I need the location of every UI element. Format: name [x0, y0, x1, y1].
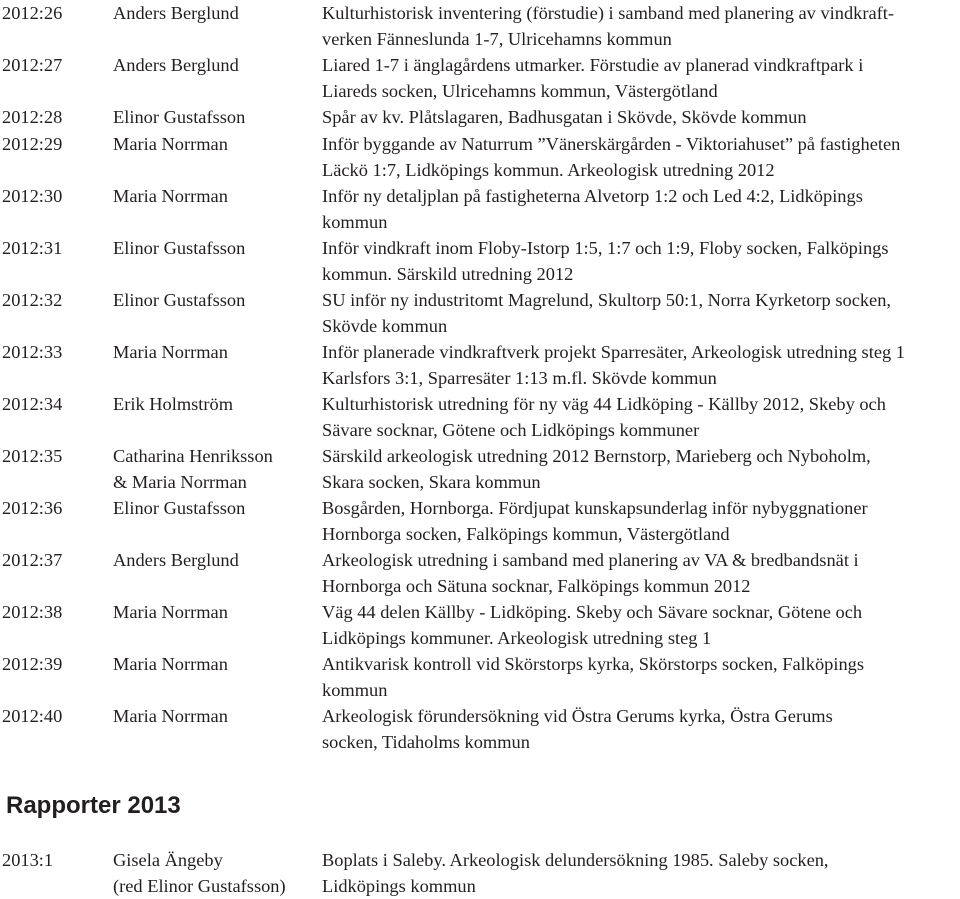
report-entry	[0, 495, 960, 547]
report-entry	[0, 547, 960, 599]
report-author	[113, 599, 322, 651]
report-title	[322, 287, 960, 339]
title-line: SU inför ny industritomt Magrelund, Skultorp 50:1, Norra Kyrketorp socken,	[322, 290, 892, 310]
report-number: 2012:28	[2, 107, 63, 127]
report-title	[322, 391, 960, 443]
title-line: Boplats i Saleby. Arkeologisk delundersökning 1985. Saleby socken,	[322, 850, 829, 870]
report-entry	[0, 0, 960, 52]
author-line: Erik Holmström	[113, 394, 234, 414]
title-line: Skara socken, Skara kommun	[322, 472, 541, 492]
report-author	[113, 52, 322, 104]
report-number: 2013:1	[2, 850, 54, 870]
report-author	[113, 547, 322, 599]
title-line: Liared 1-7 i änglagårdens utmarker. Förstudie av planerad vindkraftpark i	[322, 55, 864, 75]
title-line: Lidköpings kommuner. Arkeologisk utredning steg 1	[322, 628, 712, 648]
author-line: Maria Norrman	[113, 186, 228, 206]
report-author	[113, 0, 322, 52]
report-entry	[0, 339, 960, 391]
report-author	[113, 235, 322, 287]
title-line: Inför vindkraft inom Floby-Istorp 1:5, 1:7 och 1:9, Floby socken, Falköpings	[322, 238, 889, 258]
report-number: 2012:29	[2, 134, 63, 154]
author-line: Maria Norrman	[113, 602, 228, 622]
report-author	[113, 703, 322, 755]
title-line: Hornborga socken, Falköpings kommun, Västergötland	[322, 524, 730, 544]
report-entry	[0, 104, 960, 130]
report-author	[113, 339, 322, 391]
report-entry	[0, 131, 960, 183]
section-heading: Rapporter 2013	[6, 792, 181, 819]
report-author	[113, 391, 322, 443]
author-line: Anders Berglund	[113, 55, 239, 75]
report-title	[322, 131, 960, 183]
report-number: 2012:31	[2, 238, 63, 258]
author-line: Elinor Gustafsson	[113, 498, 246, 518]
report-entry	[0, 847, 960, 899]
report-title	[322, 339, 960, 391]
title-line: Inför byggande av Naturrum ”Vänerskärgården - Viktoriahuset” på fastigheten	[322, 134, 901, 154]
title-line: Spår av kv. Plåtslagaren, Badhusgatan i Skövde, Skövde kommun	[322, 107, 807, 127]
title-line: Hornborga och Sätuna socknar, Falköpings kommun 2012	[322, 576, 751, 596]
report-title	[322, 104, 960, 130]
report-entry	[0, 391, 960, 443]
title-line: Inför planerade vindkraftverk projekt Sparresäter, Arkeologisk utredning steg 1	[322, 342, 905, 362]
title-line: Antikvarisk kontroll vid Skörstorps kyrka, Skörstorps socken, Falköpings	[322, 654, 864, 674]
author-line: Elinor Gustafsson	[113, 238, 246, 258]
author-line: Elinor Gustafsson	[113, 290, 246, 310]
report-number: 2012:40	[2, 706, 63, 726]
title-line: Sävare socknar, Götene och Lidköpings kommuner	[322, 420, 700, 440]
report-number: 2012:38	[2, 602, 63, 622]
report-entry	[0, 52, 960, 104]
report-title	[322, 0, 960, 52]
author-line: (red Elinor Gustafsson)	[113, 876, 286, 896]
title-line: Arkeologisk utredning i samband med planering av VA & bredbandsnät i	[322, 550, 859, 570]
title-line: kommun	[322, 680, 388, 700]
report-entry	[0, 287, 960, 339]
report-number: 2012:30	[2, 186, 63, 206]
report-list-2013	[0, 847, 960, 899]
report-title	[322, 495, 960, 547]
title-line: kommun	[322, 212, 388, 232]
title-line: Läckö 1:7, Lidköpings kommun. Arkeologisk utredning 2012	[322, 160, 775, 180]
report-title	[322, 547, 960, 599]
author-line: Gisela Ängeby	[113, 850, 223, 870]
report-title	[322, 52, 960, 104]
report-entry	[0, 599, 960, 651]
author-line: Anders Berglund	[113, 550, 239, 570]
report-entry	[0, 651, 960, 703]
report-entry	[0, 183, 960, 235]
report-number: 2012:26	[2, 3, 63, 23]
report-number: 2012:36	[2, 498, 63, 518]
author-line: Maria Norrman	[113, 706, 228, 726]
title-line: socken, Tidaholms kommun	[322, 732, 530, 752]
report-author	[113, 495, 322, 547]
author-line: Elinor Gustafsson	[113, 107, 246, 127]
report-number: 2012:33	[2, 342, 63, 362]
report-author	[113, 651, 322, 703]
title-line: Bosgården, Hornborga. Fördjupat kunskapsunderlag inför nybyggnationer	[322, 498, 868, 518]
report-author	[113, 104, 322, 130]
title-line: Karlsfors 3:1, Sparresäter 1:13 m.fl. Skövde kommun	[322, 368, 717, 388]
author-line: Anders Berglund	[113, 3, 239, 23]
author-line: Catharina Henriksson	[113, 446, 273, 466]
report-title	[322, 703, 960, 755]
title-line: Skövde kommun	[322, 316, 448, 336]
author-line: Maria Norrman	[113, 342, 228, 362]
report-author	[113, 131, 322, 183]
report-number: 2012:39	[2, 654, 63, 674]
title-line: Kulturhistorisk utredning för ny väg 44 Lidköping - Källby 2012, Skeby och	[322, 394, 886, 414]
title-line: kommun. Särskild utredning 2012	[322, 264, 574, 284]
title-line: Väg 44 delen Källby - Lidköping. Skeby och Sävare socknar, Götene och	[322, 602, 863, 622]
report-entry	[0, 443, 960, 495]
report-number: 2012:32	[2, 290, 63, 310]
title-line: Särskild arkeologisk utredning 2012 Bernstorp, Marieberg och Nyboholm,	[322, 446, 871, 466]
report-author	[113, 847, 322, 899]
author-line: Maria Norrman	[113, 134, 228, 154]
title-line: Kulturhistorisk inventering (förstudie) i samband med planering av vindkraft-	[322, 3, 895, 23]
report-entry	[0, 703, 960, 755]
report-number: 2012:34	[2, 394, 63, 414]
report-author	[113, 183, 322, 235]
title-line: Lidköpings kommun	[322, 876, 476, 896]
report-title	[322, 651, 960, 703]
author-line: & Maria Norrman	[113, 472, 247, 492]
report-title	[322, 599, 960, 651]
report-number: 2012:37	[2, 550, 63, 570]
report-title	[322, 443, 960, 495]
title-line: Inför ny detaljplan på fastigheterna Alvetorp 1:2 och Led 4:2, Lidköpings	[322, 186, 863, 206]
title-line: Liareds socken, Ulricehamns kommun, Västergötland	[322, 81, 718, 101]
report-number: 2012:35	[2, 446, 63, 466]
report-entry	[0, 235, 960, 287]
report-title	[322, 847, 960, 899]
author-line: Maria Norrman	[113, 654, 228, 674]
report-title	[322, 235, 960, 287]
report-author	[113, 443, 322, 495]
report-author	[113, 287, 322, 339]
report-number: 2012:27	[2, 55, 63, 75]
title-line: verken Fänneslunda 1-7, Ulricehamns kommun	[322, 29, 672, 49]
report-title	[322, 183, 960, 235]
title-line: Arkeologisk förundersökning vid Östra Gerums kyrka, Östra Gerums	[322, 706, 833, 726]
